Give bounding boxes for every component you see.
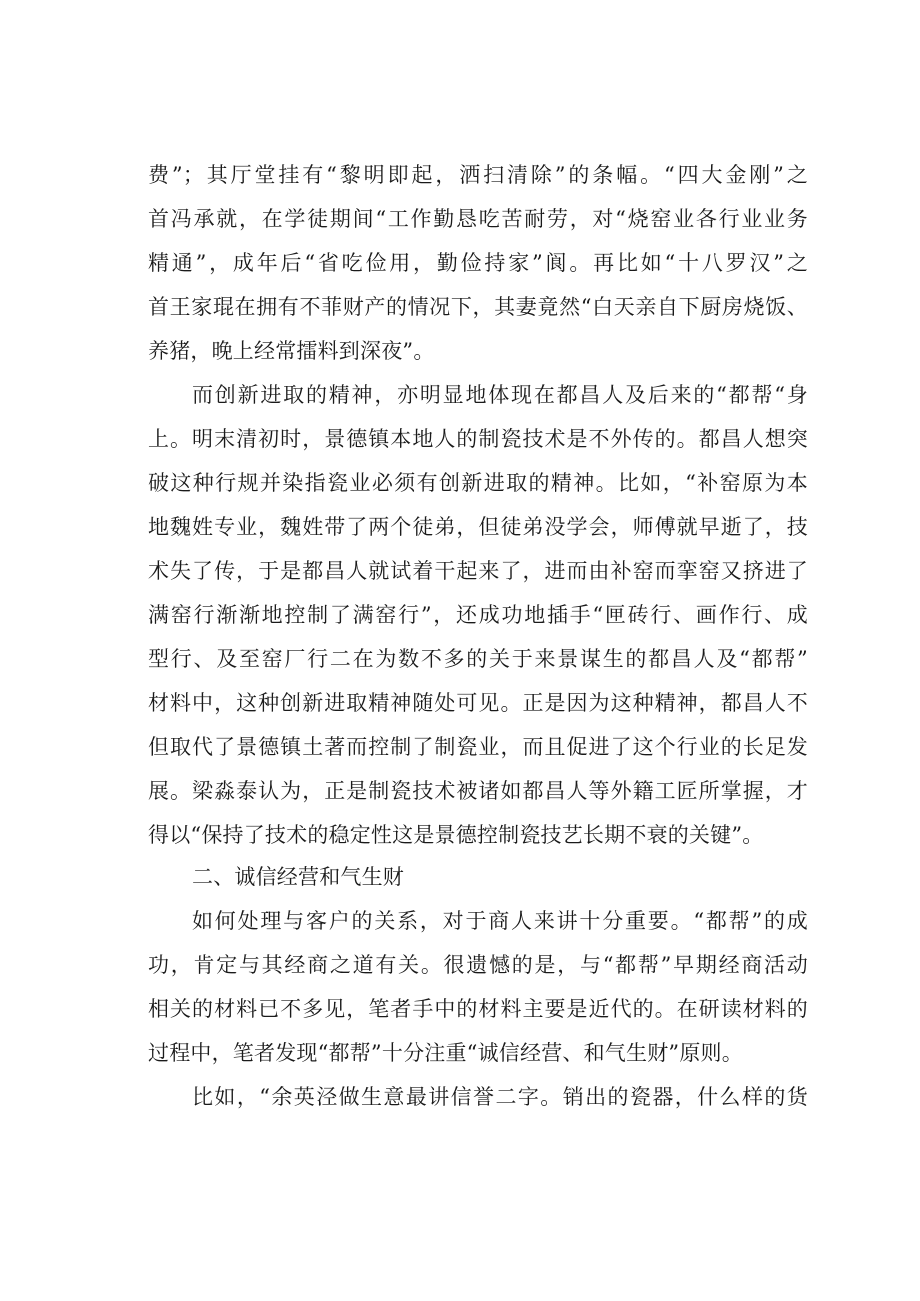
body-text-line: 展。梁淼泰认为，正是制瓷技术被诸如都昌人等外籍工匠所掌握，才	[148, 779, 808, 803]
body-text-line: 术失了传，于是都昌人就试着干起来了，进而由补窑而挛窑又挤进了	[148, 559, 808, 583]
body-text-line: 首王家琨在拥有不菲财产的情况下，其妻竟然“白天亲自下厨房烧饭、	[148, 295, 808, 319]
body-text-line: 养猪，晚上经常擂料到深夜”。	[148, 339, 435, 363]
body-text-line: 功，肯定与其经商之道有关。很遗憾的是，与“都帮”早期经商活动	[148, 953, 808, 977]
paragraph-first-line: 而创新进取的精神，亦明显地体现在都昌人及后来的“都帮“身	[192, 383, 808, 407]
body-text-line: 但取代了景德镇土著而控制了制瓷业，而且促进了这个行业的长足发	[148, 735, 808, 759]
section-heading: 二、诚信经营和气生财	[192, 865, 404, 889]
body-text-line: 破这种行规并染指瓷业必须有创新进取的精神。比如，“补窑原为本	[148, 471, 808, 495]
body-text-line: 满窑行渐渐地控制了满窑行”，还成功地插手“匣砖行、画作行、成	[148, 603, 808, 627]
paragraph-first-line: 如何处理与客户的关系，对于商人来讲十分重要。“都帮”的成	[192, 909, 808, 933]
body-text-line: 首冯承就，在学徒期间“工作勤恳吃苦耐劳，对“烧窑业各行业业务	[148, 207, 808, 231]
body-text-line: 过程中，笔者发现“都帮”十分注重“诚信经营、和气生财”原则。	[148, 1041, 743, 1065]
body-text-line: 相关的材料已不多见，笔者手中的材料主要是近代的。在研读材料的	[148, 997, 808, 1021]
body-text-line: 得以“保持了技术的稳定性这是景德控制瓷技艺长期不衰的关键”。	[148, 823, 764, 847]
body-text-line: 型行、及至窑厂行二在为数不多的关于来景谋生的都昌人及“都帮”	[148, 647, 808, 671]
body-text-line: 精通”，成年后“省吃俭用，勤俭持家”阆。再比如“十八罗汉”之	[148, 251, 808, 275]
body-text-line: 材料中，这种创新进取精神随处可见。正是因为这种精神，都昌人不	[148, 691, 808, 715]
body-text-line: 地魏姓专业，魏姓带了两个徒弟，但徒弟没学会，师傅就早逝了，技	[148, 515, 808, 539]
body-text-line: 费”；其厅堂挂有“黎明即起，洒扫清除”的条幅。“四大金刚”之	[148, 163, 808, 187]
body-text-line: 上。明末清初时，景德镇本地人的制瓷技术是不外传的。都昌人想突	[148, 427, 808, 451]
paragraph-first-line: 比如，“余英泾做生意最讲信誉二字。销出的瓷器，什么样的货	[192, 1085, 808, 1109]
